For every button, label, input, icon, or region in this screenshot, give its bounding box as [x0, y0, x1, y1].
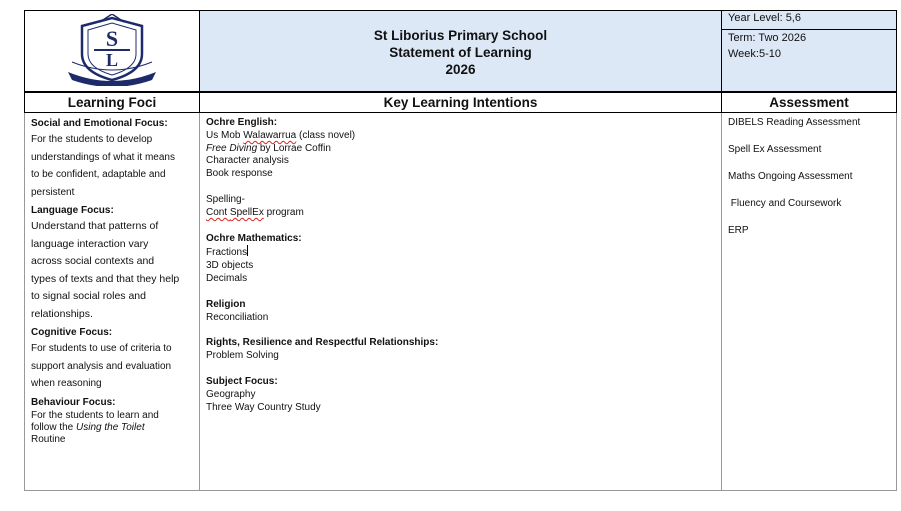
maths-heading: Ochre Mathematics:	[206, 232, 302, 244]
text-line: persistent	[31, 186, 75, 198]
text-line: Routine	[31, 433, 66, 445]
social-focus-text	[31, 131, 195, 201]
learning-foci-cell	[25, 113, 200, 491]
term: Term: Two 2026	[728, 32, 807, 44]
text-line: For the students to develop	[31, 134, 153, 145]
text-line: Decimals	[206, 272, 248, 284]
text-line	[206, 245, 715, 260]
text-line: Character analysis	[206, 155, 289, 167]
info-cell	[722, 11, 897, 93]
rights-heading: Rights, Resilience and Respectful Relationships:	[206, 337, 439, 349]
week: Week:5-10	[728, 48, 781, 60]
key-learning-intentions-cell	[200, 113, 722, 491]
assessment-cell	[722, 113, 897, 491]
text-line	[206, 207, 715, 220]
text-run: Us Mob	[206, 129, 244, 141]
text-line: Reconciliation	[206, 311, 269, 323]
logo-cell	[25, 11, 200, 93]
text-line	[206, 143, 715, 156]
content-row	[25, 113, 897, 491]
spelling-heading: Spelling-	[206, 193, 245, 205]
text-line: Geography	[206, 388, 256, 400]
text-line: For students to use of criteria to	[31, 343, 172, 354]
assessment-item: ERP	[728, 225, 749, 236]
subject-focus-heading: Subject Focus:	[206, 375, 278, 387]
assessment-item: Maths Ongoing Assessment	[728, 171, 853, 182]
svg-text:L: L	[105, 50, 119, 70]
assessment-item: Spell Ex Assessment	[728, 144, 822, 155]
program-name: SpellEx	[229, 206, 264, 218]
statement-of-learning-document	[24, 10, 895, 495]
school-crest-logo	[62, 14, 162, 86]
svg-text:S: S	[105, 26, 119, 51]
text-run: Fractions	[206, 247, 248, 259]
text-line	[31, 422, 195, 434]
assessment-item: DIBELS Reading Assessment	[728, 117, 861, 128]
language-focus-text	[31, 218, 195, 323]
document-year: 2026	[445, 62, 476, 77]
text-line	[206, 130, 715, 143]
text-line: to signal social roles and	[31, 290, 146, 302]
col-learning-foci: Learning Foci	[25, 92, 200, 113]
school-name: St Liborius Primary School	[373, 28, 548, 43]
english-heading: Ochre English:	[206, 117, 278, 128]
text-run: Cont	[206, 206, 230, 218]
text-run: program	[263, 206, 304, 218]
religion-heading: Religion	[206, 298, 246, 310]
column-header-row	[25, 92, 897, 113]
cognitive-focus-heading: Cognitive Focus:	[31, 327, 113, 338]
text-line: Three Way Country Study	[206, 401, 321, 413]
text-line: relationships.	[31, 307, 93, 320]
learning-table	[24, 10, 897, 491]
col-key-learning-intentions: Key Learning Intentions	[200, 92, 722, 113]
text-run: (class novel)	[296, 129, 356, 141]
assessment-item: Fluency and Coursework	[728, 198, 842, 209]
text-line: language interaction vary	[31, 237, 149, 250]
text-line: across social contexts and	[31, 255, 155, 267]
routine-title: Using the Toilet	[76, 421, 145, 433]
text-cursor	[247, 245, 248, 256]
text-line: to be confident, adaptable and	[31, 169, 166, 180]
text-line: 3D objects	[206, 260, 254, 272]
text-line: Book response	[206, 168, 273, 180]
behaviour-focus-heading: Behaviour Focus:	[31, 396, 116, 408]
book-title: Free Diving	[206, 142, 258, 154]
text-line: understandings of what it means	[31, 151, 175, 163]
language-focus-heading: Language Focus:	[31, 205, 114, 216]
text-line: types of texts and that they help	[31, 272, 180, 285]
novel-name: Walawarrua	[243, 129, 297, 141]
text-run: by Lorrae Coffin	[257, 142, 331, 154]
cognitive-focus-text	[31, 340, 195, 393]
col-assessment: Assessment	[722, 92, 897, 113]
text-line: For the students to learn and	[31, 409, 159, 421]
text-line: Problem Solving	[206, 350, 279, 362]
year-level: Year Level: 5,6	[722, 11, 896, 30]
text-run: follow the	[31, 421, 77, 433]
social-focus-heading: Social and Emotional Focus:	[31, 118, 168, 129]
header-row	[25, 11, 897, 93]
text-line: when reasoning	[31, 378, 102, 389]
document-title: Statement of Learning	[389, 45, 532, 60]
text-line: Understand that patterns of	[31, 220, 159, 232]
title-cell	[200, 11, 722, 93]
text-line: support analysis and evaluation	[31, 360, 172, 372]
behaviour-focus-text	[31, 410, 195, 446]
